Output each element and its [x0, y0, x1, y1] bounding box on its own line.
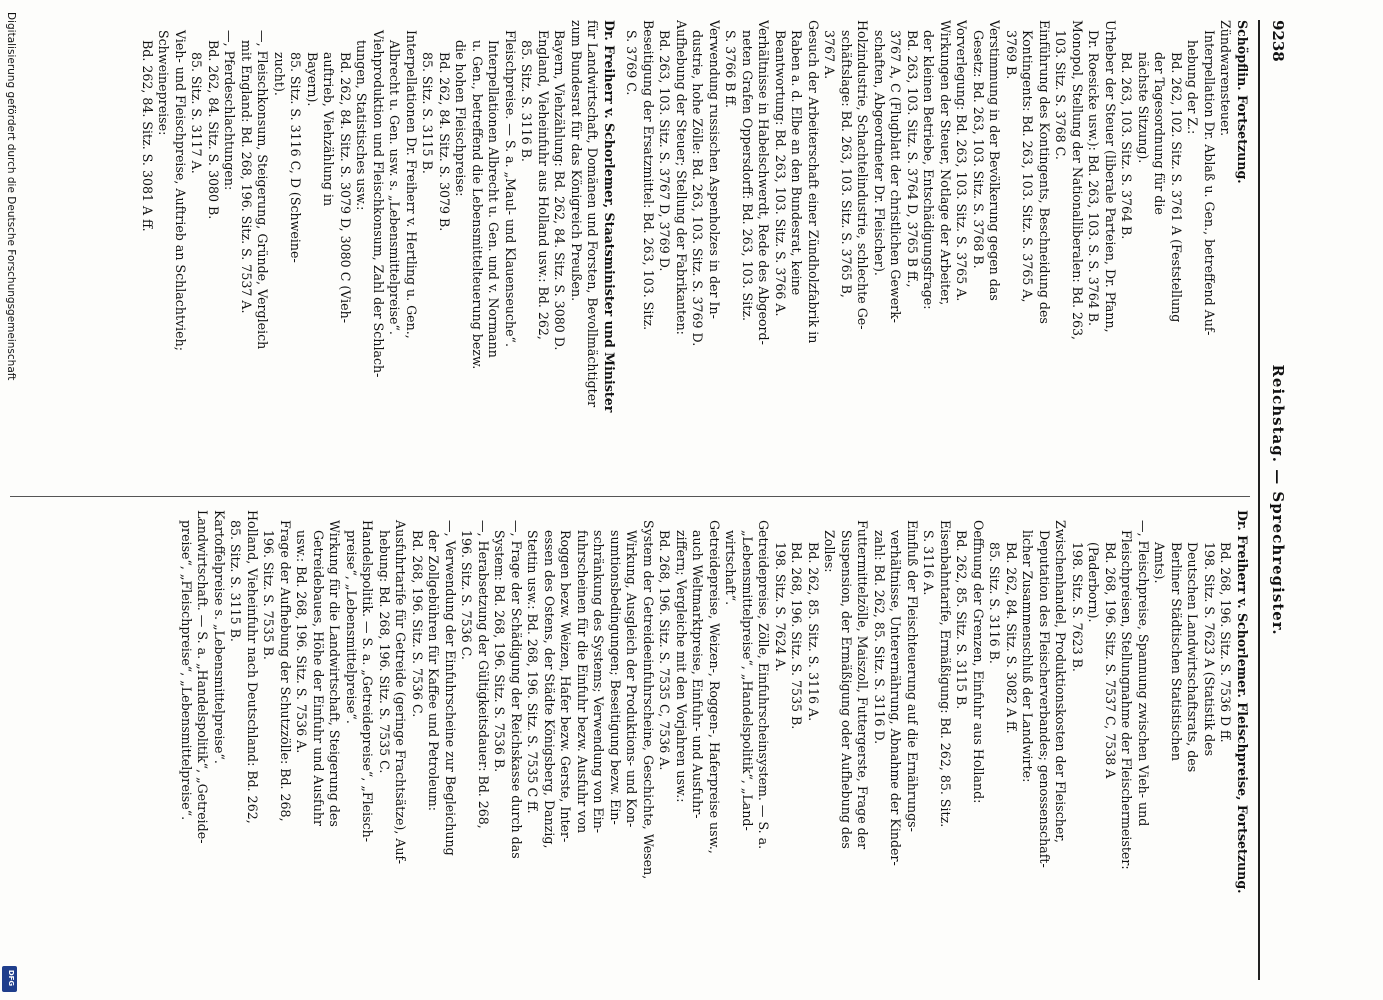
index-line: 85. Sitz. S. 3116 C, D (Schweine- [288, 52, 304, 263]
index-line: 103. Sitz. S. 3768 C. [1053, 30, 1069, 160]
right-column [178, 510, 1251, 972]
index-line: wirtschaft“. [723, 530, 739, 606]
index-line: Bd. 262, 102. Sitz. S. 3761 A (Feststellung [1169, 52, 1184, 323]
index-line: Handelspolitik. — S. a. „Getreidepreise“, „Fleisch- [360, 520, 376, 843]
index-line: Bd. 263, 103. Sitz. S. 3764 B. [1119, 52, 1135, 240]
index-line: —, Fleischpreise, Spannung zwischen Vieh- und [1136, 520, 1151, 827]
rotated-text-block [0, 20, 1290, 980]
header-rule [1258, 20, 1260, 980]
index-line: Bd. 268, 196. Sitz. S. 7537 C, 7538 A [1103, 542, 1118, 779]
index-line: schäftslage: Bd. 263, 103. Sitz. S. 3765 B, [839, 30, 854, 298]
index-line: preise“, „Lebensmittelpreise“. [344, 530, 359, 724]
index-line: Verhältnisse in Habelschwerdt, Rede des Abgeord- [756, 20, 772, 345]
index-line: 196. Sitz. S. 7536 C. [459, 530, 475, 660]
index-line: Bd. 262, 85. Sitz. S. 3116 A. [806, 542, 821, 722]
index-line: die hohen Fleischpreise: [453, 40, 469, 197]
index-line: S. 3766 B ff. [723, 30, 739, 108]
index-line: 198. Sitz. S. 7623 B. [1070, 542, 1085, 672]
index-line: —, Herabsetzung der Gültigkeitsdauer: Bd. 268, [476, 520, 491, 829]
index-line: Einführung des Kontingents, Beschneidung des [1037, 20, 1052, 324]
index-line: Schöpflin. Fortsetzung. [1235, 20, 1250, 184]
index-line: für Landwirtschaft, Domänen und Forsten, Bevollmächtigter [585, 20, 601, 408]
index-line: Frage der Aufhebung der Schutzzölle: Bd. 268, [278, 520, 293, 822]
index-line: Bd. 262, 84. Sitz. S. 3081 A ff. [140, 40, 155, 232]
index-line: 85. Sitz. S. 3117 A. [189, 52, 205, 174]
index-line: verhältnisse, Unterernährung, Abnahme der Kinder- [888, 530, 904, 866]
index-line: Oeffnung der Grenzen, Einfuhr aus Holland: [971, 520, 986, 804]
index-line: Albrecht u. Gen. usw. s. „Lebensmittelpreise“. [387, 40, 403, 335]
index-line: zucht). [272, 52, 287, 96]
index-line: Interpellationen Dr. Freiherr v. Hertling u. Gen., [404, 30, 419, 339]
index-line: Bd. 262, 84. Sitz. S. 3079 D, 3080 C (Vieh- [338, 52, 353, 323]
index-line: Kartoffelpreise s. „Lebensmittelpreise“. [212, 510, 227, 764]
index-line: Zolles: [822, 530, 838, 573]
index-line: Wirkungen der Steuer, Notlage der Arbeiter, [938, 20, 953, 306]
index-line: Eisenbahntarife, Ermäßigung: Bd. 262, 85. Sitz. [938, 520, 953, 828]
index-line: Holland, Vieheinfuhr nach Deutschland: Bd. 262, [245, 510, 260, 824]
index-line: der Zollgebühren für Kaffee und Petroleum: [426, 530, 442, 811]
index-line: Einfluß der Fleischteuerung auf die Ernährungs- [905, 520, 920, 832]
index-line: mit England: Bd. 268, 196. Sitz. S. 7537 A. [239, 40, 254, 314]
index-line: schränkung des Systems; Verwendung von Ein- [591, 530, 607, 834]
index-line: Holzindustrie, Schachtelindustrie, schlechte Ge- [855, 20, 871, 330]
index-line: Dr. Roesicke usw.): Bd. 263, 103. S. S. 3764 B. [1086, 30, 1102, 327]
index-line: Fleischpreisen, Stellungnahme der Fleischermeister: [1119, 530, 1135, 870]
index-line: Aufhebung der Steuer; Stellung der Fabrikanten: [674, 20, 689, 335]
index-line: Bayern). [305, 52, 320, 107]
index-line: zahl: Bd. 262, 85. Sitz. S. 3116 D. [872, 530, 887, 745]
index-line: Wirkung, Ausgleich der Produktions- und Kon- [624, 530, 640, 828]
index-line: der Tagesordnung für die [1152, 52, 1168, 215]
index-line: Futtermittelzölle, Maiszoll, Futtergerste, Frage der [855, 520, 871, 850]
index-line: Berliner Städtischen Statistischen [1169, 542, 1184, 761]
index-line: S. 3116 A. [921, 530, 937, 596]
index-line: Bd. 268, 196. Sitz. S. 7536 D ff. [1218, 542, 1234, 743]
index-line: Viehproduktion und Fleischkonsum, Zahl der Schlach- [371, 30, 386, 378]
index-line: 3767 A, C (Flugblatt der christlichen Gewerk- [888, 30, 904, 323]
index-line: „Lebensmittelpreise“, „Handelspolitik“, „Land- [740, 530, 755, 831]
index-line: fuhrscheinen für die Einfuhr bezw. Ausfuhr von [575, 530, 590, 834]
index-line: —, Frage der Schädigung der Reichskasse durch das [509, 520, 524, 859]
dfg-logo [2, 966, 17, 992]
index-line: Zündwarensteuer. [1218, 20, 1234, 137]
index-line: Bd. 262, 84. Sitz. S. 3079 B. [437, 52, 452, 232]
index-line: u. Gen., betreffend die Lebensmittelteuerung bezw. [470, 40, 485, 370]
index-line: Dr. Freiherr v. Schorlemer, Staatsminister und Minister [602, 20, 617, 413]
index-line: Wirkung für die Landwirtschaft, Steigerung des [327, 520, 343, 827]
index-line: Beseitigung der Ersatzmittel: Bd. 263, 103. Sitz. [641, 20, 656, 331]
index-line: Verstimmung in der Bevölkerung gegen das [987, 20, 1003, 301]
dfg-logo-text: DFG [7, 969, 16, 987]
index-line: ziffern; Vergleiche mit den Vorjahren usw.: [674, 530, 689, 803]
index-line: Kontingents: Bd. 263, 103. Sitz. S. 3765 A, [1020, 30, 1036, 303]
index-line: Landwirtschaft. — S. a. „Handelspolitik“, „Getreide- [195, 510, 211, 844]
index-line: Monopol, Stellung der Nationalliberalen: Bd. 263, [1070, 20, 1085, 341]
index-line: sumtionsbedingungen; Beseitigung bezw. Ein- [608, 530, 623, 825]
index-line: Raben a. d. Elbe an den Bundesrat, keine [789, 30, 805, 296]
page-number: 9238 [1269, 20, 1287, 62]
index-line: zum Bundesrat für das Königreich Preußen. [569, 20, 584, 302]
index-line: Getreidepreise, Weizen-, Roggen-, Haferpreise usw., [707, 520, 722, 854]
index-line: Stettin usw.: Bd. 268, 196. Sitz. S. 7535 C ff. [525, 530, 541, 814]
index-line: Suspension, der Ermäßigung oder Aufhebung des [839, 530, 854, 849]
index-line: 3767 A. [822, 30, 838, 80]
index-line: Ausfuhrtarife für Getreide (geringe Frachtsätze), Auf- [393, 520, 409, 865]
index-line: Urheber der Steuer (liberale Parteien, Dr. Pfann, [1103, 20, 1118, 333]
credit-text: Digitalisierung gefördert durch die Deutsche Forschungsgemeinschaft [5, 12, 17, 381]
index-line: Bd. 268, 196. Sitz. S. 7536 C. [410, 530, 425, 718]
index-line: Deutschen Landwirtschaftsrats, des [1185, 542, 1201, 773]
index-line: Interpellationen Albrecht u. Gen. und v. Normann [486, 40, 502, 358]
index-line: 85. Sitz. S. 3116 B. [519, 40, 535, 162]
index-line: 85. Sitz. S. 3116 B. [987, 542, 1003, 664]
index-line: 85. Sitz. S. 3115 B. [420, 52, 436, 174]
index-line: Amts). [1152, 542, 1168, 584]
page-header [1264, 20, 1290, 980]
index-line: 198. Sitz. S. 7624 A. [773, 542, 788, 672]
index-line: hebung: Bd. 268, 196. Sitz. S. 7535 C. [377, 530, 392, 774]
index-line: Bd. 268, 196. Sitz. S. 7535 B. [789, 542, 805, 730]
index-line: Getreidebaues, Höhe der Einfuhr und Ausfuhr [311, 530, 326, 826]
index-line: —, Pferdeschlachtungen: [222, 30, 238, 191]
index-line: Gesetz: Bd. 263, 103. Sitz. S. 3768 B. [971, 30, 986, 269]
index-line: S. 3769 C. [624, 30, 640, 96]
index-line: schaften, Abgeordneter Dr. Fleischer). [872, 30, 887, 276]
index-line: preise“, „Fleischpreise“, „Lebensmittelpreise“. [179, 520, 194, 821]
index-line: 3769 B. [1004, 30, 1019, 80]
index-line: System: Bd. 268, 196. Sitz. S. 7536 B. [492, 530, 508, 773]
index-line: nächste Sitzung). [1136, 52, 1151, 164]
index-line: 198. Sitz. S. 7623 A (Statistik des [1202, 542, 1217, 757]
index-line: Verwendung russischen Aspenholzes in der In- [707, 20, 722, 319]
index-line: auftrieb, Viehzählung in [321, 52, 337, 207]
index-line: usw.: Bd. 268, 196. Sitz. S. 7536 A. [294, 530, 310, 754]
index-line: Zwischenhandel, Produktionskosten der Fleischer, [1053, 520, 1069, 843]
index-line: Roggen bezw. Weizen, Hafer bezw. Gerste, Inter- [558, 530, 574, 843]
index-line: Bd. 263, 103. Sitz. S. 3764 D, 3765 B ff., [905, 30, 920, 288]
index-line: Gesuch der Arbeiterschaft einer Zündholzfabrik in [806, 20, 821, 344]
index-line: System der Getreideeinfuhrscheine, Geschichte, Wesen, [641, 520, 656, 880]
index-line: Dr. Freiherr v. Schorlemer. Fleischpreise, Fortsetzung. [1235, 510, 1250, 894]
left-column [139, 20, 1251, 482]
index-line: Bd. 262, 84. Sitz. S. 3080 B. [206, 40, 221, 220]
index-line: tungen, Statistisches usw.: [354, 40, 370, 211]
index-line: —, Fleischkonsum, Steigerung, Gründe, Vergleich [255, 30, 271, 350]
column-divider [10, 496, 1250, 497]
running-title: Reichstag. — Sprechregister. [1269, 364, 1287, 636]
index-line: Vorverlegung: Bd. 263, 103. Sitz. S. 3765 A. [954, 20, 970, 302]
index-line: Getreidepreise, Zölle, Einfuhrscheinsystem. — S. a. [756, 520, 772, 850]
index-line: Beantwortung: Bd. 263, 103. Sitz. S. 3766 A. [773, 30, 788, 317]
index-line: Bd. 263, 103. Sitz. S. 3767 D, 3769 D. [657, 30, 673, 272]
index-line: Fleischpreise. — S. a. „Maul- und Klauenseuche“. [503, 30, 518, 347]
index-line: essen des Ostens, der Städte Königsberg, Danzig, [542, 530, 557, 849]
index-line: Bayern, Viehzählung: Bd. 262, 84. Sitz. S. 3080 D. [552, 30, 568, 351]
index-line: Bd. 268, 196. Sitz. S. 7535 C, 7536 A. [657, 530, 673, 771]
digitization-credit [1, 12, 18, 992]
index-line: Schweinepreise: [156, 30, 172, 136]
index-line: 196. Sitz. S. 7535 B. [261, 530, 277, 660]
index-line: —, Verwendung der Einfuhrscheine zur Begleichung [443, 520, 458, 856]
index-line: Vieh- und Fleischpreise, Auftrieb an Schlachtvieh; [173, 30, 188, 351]
index-line: Bd. 262, 85. Sitz. S. 3115 B. [954, 530, 970, 710]
index-line: neten Grafen Oppersdorff: Bd. 263, 103. Sitz. [740, 30, 755, 322]
index-line: der kleinen Betriebe, Entschädigungsfrage: [921, 30, 937, 310]
index-line: hebung der Z.: [1185, 40, 1201, 135]
index-line: dustrie, hohe Zölle: Bd. 263, 103. Sitz. S. 3769 D. [690, 30, 706, 347]
index-line: auch Weltmarktpreise, Einfuhr- und Ausfuhr- [690, 530, 706, 819]
index-line: Bd. 262, 84. Sitz. S. 3082 A ff. [1004, 542, 1019, 734]
index-line: Deputation des Fleischerverbandes; genossenschaft- [1037, 530, 1052, 868]
index-line: England, Vieheinfuhr aus Holland usw.: Bd. 262, [536, 30, 551, 340]
index-line: Interpellation Dr. Ablaß u. Gen., betreffend Auf- [1202, 30, 1217, 336]
index-line: licher Zusammenschluß der Landwirte: [1020, 530, 1036, 783]
index-line: 85. Sitz. S. 3115 B. [228, 520, 244, 642]
index-line: (Paderborn). [1086, 542, 1102, 623]
